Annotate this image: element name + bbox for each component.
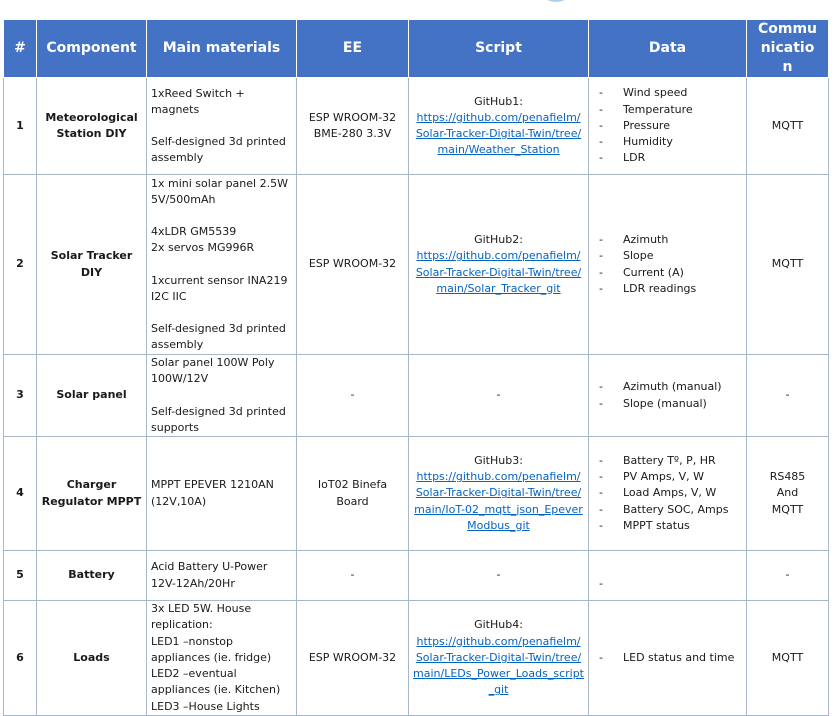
component-name: Battery	[37, 551, 147, 601]
data-list	[593, 85, 742, 166]
data-item: - Slope (manual)	[593, 396, 742, 412]
blank-line	[151, 257, 292, 273]
script-label: GitHub4:	[474, 618, 523, 632]
ee-board: IoT02 Binefa Board	[297, 437, 409, 551]
blank-line	[151, 118, 292, 134]
data-list	[593, 650, 742, 666]
header-number: #	[4, 20, 37, 78]
main-materials	[147, 175, 297, 355]
script-cell	[409, 601, 589, 716]
main-materials	[147, 355, 297, 437]
blank-line	[151, 305, 292, 321]
data-cell	[589, 175, 747, 355]
data-cell	[589, 78, 747, 175]
script-cell	[409, 437, 589, 551]
data-item: - Current (A)	[593, 265, 742, 281]
data-list	[593, 379, 742, 411]
material-line: 4xLDR GM5539	[151, 225, 237, 239]
ee-board: -	[297, 355, 409, 437]
script-link[interactable]: https://github.com/penafielm/Solar-Tracker-Digital-Twin/tree/main/Weather_Station	[415, 110, 582, 157]
table-row	[4, 551, 829, 601]
ee-board: ESP WROOM-32	[297, 601, 409, 716]
communication: MQTT	[747, 175, 829, 355]
material-line: 1xReed Switch + magnets	[151, 86, 249, 116]
material-line: LED1 –nonstop appliances (ie. fridge)	[151, 634, 272, 664]
script-label: GitHub1:	[474, 94, 523, 108]
table-row	[4, 355, 829, 437]
header-communication-label: Communication	[757, 21, 818, 75]
component-name: Solar panel	[37, 355, 147, 437]
main-materials	[147, 437, 297, 551]
data-cell	[589, 355, 747, 437]
material-line: LED3 –House Lights	[151, 699, 260, 713]
data-item: - LDR	[593, 150, 742, 166]
component-name: Charger Regulator MPPT	[37, 437, 147, 551]
component-name: Loads	[37, 601, 147, 716]
data-item: - LDR readings	[593, 281, 742, 297]
material-line: Acid Battery U-Power 12V-12Ah/20Hr	[151, 560, 271, 590]
data-item: - Wind speed	[593, 85, 742, 101]
data-list	[593, 232, 742, 297]
data-item: - MPPT status	[593, 518, 742, 534]
script-link[interactable]: https://github.com/penafielm/Solar-Tracker-Digital-Twin/tree/main/Solar_Tracker_git	[415, 249, 582, 295]
script-label: GitHub2:	[474, 233, 523, 247]
material-line: 3x LED 5W. House replication:	[151, 602, 255, 632]
material-line: Self-designed 3d printed assembly	[151, 135, 290, 165]
header-component: Component	[37, 20, 147, 78]
blank-line	[151, 208, 292, 224]
table-row	[4, 601, 829, 716]
ee-board: -	[297, 551, 409, 601]
material-line: LED2 –eventual appliances (ie. Kitchen)	[151, 667, 281, 697]
communication: MQTT	[747, 601, 829, 716]
row-number: 4	[4, 437, 37, 551]
row-number: 3	[4, 355, 37, 437]
material-line: 1xcurrent sensor INA219 I2C IIC	[151, 273, 291, 303]
component-name: Solar Tracker DIY	[37, 175, 147, 355]
table-row	[4, 437, 829, 551]
header-row	[4, 20, 829, 78]
data-item: - Temperature	[593, 102, 742, 118]
data-item: - Load Amps, V, W	[593, 485, 742, 501]
communication: -	[747, 355, 829, 437]
row-number: 5	[4, 551, 37, 601]
script-cell: -	[409, 551, 589, 601]
data-item: - Battery SOC, Amps	[593, 502, 742, 518]
blank-line	[151, 388, 292, 404]
component-name: Meteorological Station DIY	[37, 78, 147, 175]
main-materials	[147, 78, 297, 175]
ee-board: ESP WROOM-32 BME-280 3.3V	[297, 78, 409, 175]
data-item: - Battery Tº, P, HR	[593, 453, 742, 469]
script-link[interactable]: https://github.com/penafielm/Solar-Tracker-Digital-Twin/tree/main/IoT-02_mqtt_json_EpeverModbus_git	[414, 470, 583, 532]
data-item: - Azimuth (manual)	[593, 379, 742, 395]
material-line: Self-designed 3d printed assembly	[151, 321, 290, 352]
communication: -	[747, 551, 829, 601]
header-data: Data	[589, 20, 747, 78]
data-cell	[589, 437, 747, 551]
material-line: Self-designed 3d printed supports	[151, 404, 290, 434]
communication-line: And	[776, 486, 799, 500]
data-item: - LED status and time	[593, 650, 742, 666]
communication-line: MQTT	[771, 502, 804, 516]
data-item: - Pressure	[593, 118, 742, 134]
communication-line: RS485	[769, 470, 806, 484]
table-row	[4, 175, 829, 355]
material-line: Solar panel 100W Poly 100W/12V	[151, 356, 278, 386]
main-materials	[147, 601, 297, 716]
table-row	[4, 78, 829, 175]
data-item: - Slope	[593, 248, 742, 264]
script-cell: -	[409, 355, 589, 437]
script-label: GitHub3:	[474, 453, 523, 467]
communication: MQTT	[747, 78, 829, 175]
script-cell	[409, 78, 589, 175]
header-main-materials: Main materials	[147, 20, 297, 78]
components-table	[3, 19, 829, 716]
row-number: 2	[4, 175, 37, 355]
header-script: Script	[409, 20, 589, 78]
data-item: - Humidity	[593, 134, 742, 150]
header-ee: EE	[297, 20, 409, 78]
material-line: MPPT EPEVER 1210AN (12V,10A)	[151, 478, 278, 508]
ee-board: ESP WROOM-32	[297, 175, 409, 355]
data-item: - Azimuth	[593, 232, 742, 248]
script-cell	[409, 175, 589, 355]
data-cell	[589, 601, 747, 716]
decorative-circle	[536, 0, 576, 2]
communication	[747, 437, 829, 551]
script-link[interactable]: https://github.com/penafielm/Solar-Tracker-Digital-Twin/tree/main/LEDs_Power_Loads_script_git	[413, 634, 584, 697]
header-communication	[747, 20, 829, 78]
material-line: 1x mini solar panel 2.5W 5V/500mAh	[151, 176, 292, 206]
main-materials	[147, 551, 297, 601]
data-cell	[589, 551, 747, 601]
material-line: 2x servos MG996R	[151, 241, 255, 255]
data-list	[593, 453, 742, 534]
row-number: 6	[4, 601, 37, 716]
data-item: - PV Amps, V, W	[593, 469, 742, 485]
row-number: 1	[4, 78, 37, 175]
